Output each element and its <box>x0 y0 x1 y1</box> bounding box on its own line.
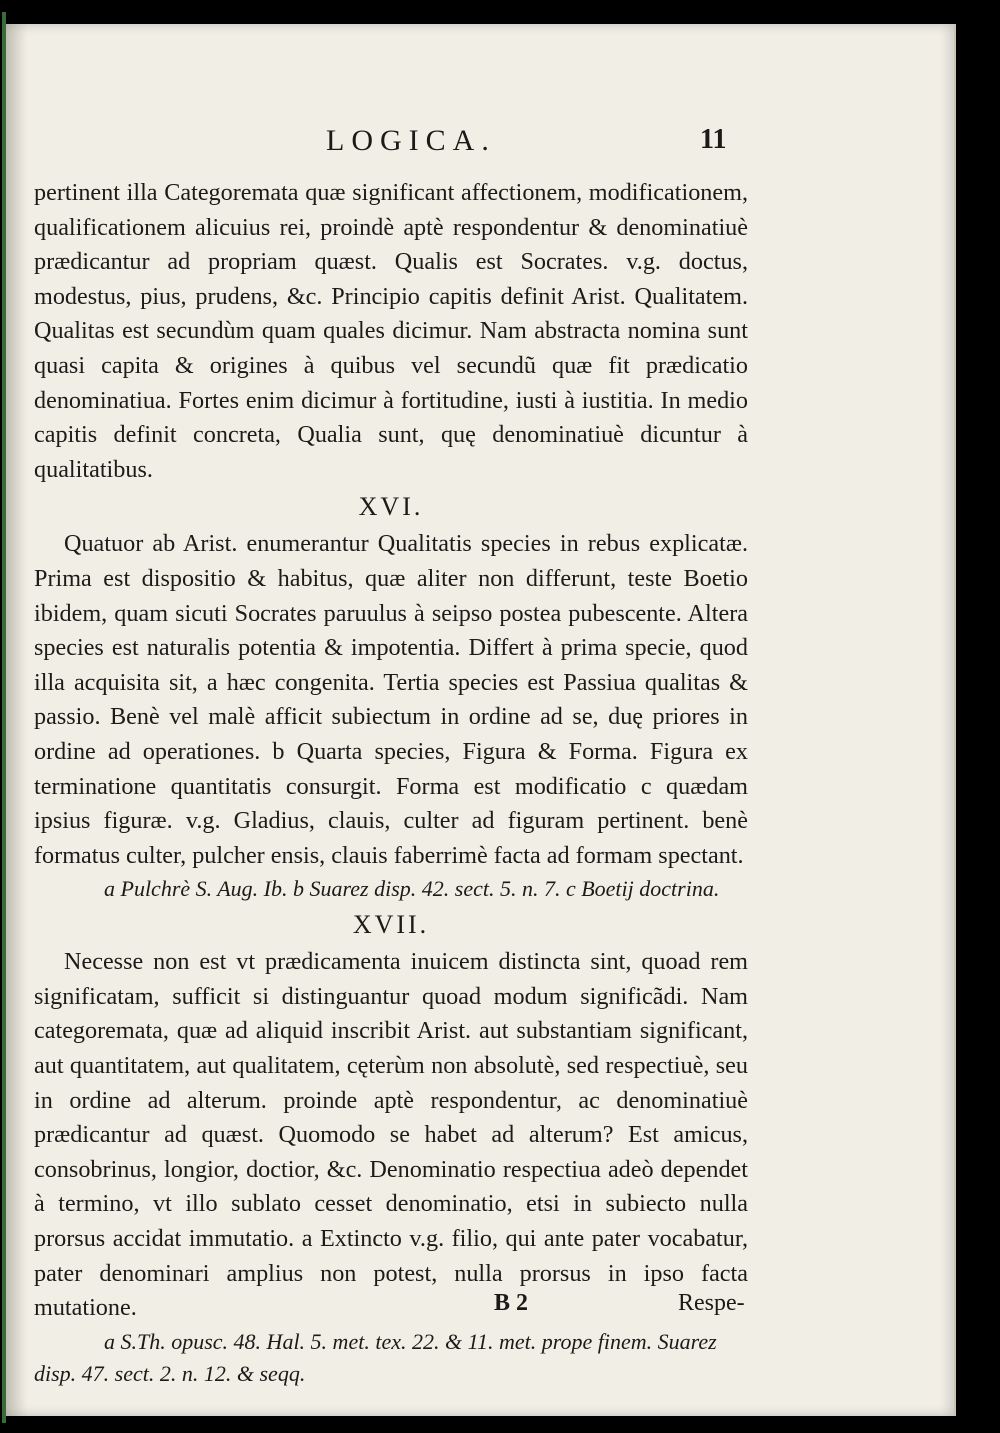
book-page <box>6 24 956 1416</box>
signature-mark: B 2 <box>494 1290 529 1316</box>
paragraph-intro: pertinent illa Categoremata quæ significant affectionem, modificationem, qualificationem alicuius rei, proindè aptè respondentur & denominatiuè prædicantur ad propriam quæst. Qualis est Socrates. v.g. doctus, modestus, pius, prudens, &c. Principio capitis definit Arist. Qualitatem. Qualitas est secundùm quam quales dicimur. Nam abstracta nomina sunt quasi capita & origines à quibus vel secundũ quæ fit prædicatio denominatiua. Fortes enim dicimur à fortitudine, iusti à iustitia. In medio capitis definit concreta, Qualia sunt, quę denominatiuè dicuntur à qualitatibus. <box>34 179 748 483</box>
paragraph-xvii: Necesse non est vt prædicamenta inuicem distincta sint, quoad rem significatam, sufficit si distinguantur quoad modum significãdi. Nam categoremata, quæ ad aliquid inscribit Arist. aut substantiam significant, aut quantitatem, aut qualitatem, cęterùm non absolutè, sed respectiuè, seu in ordine ad alterum. proinde aptè respondentur, ac denominatiuè prædicantur ad quæst. Quomodo se habet ad alterum? Est amicus, consobrinus, longior, doctior, &c. Denominatio respectiua adeò dependet à termino, vt illo sublato cesset denominatio, etsi in subiecto nulla prorsus accidat immutatio. a Extincto v.g. filio, qui ante pater vocabatur, pater denominari amplius non potest, nulla prorsus in ipso facta mutatione. <box>34 948 748 1322</box>
section-heading-xvi: XVI. <box>358 492 424 522</box>
section-heading-xvii: XVII. <box>352 910 430 940</box>
page-footer <box>6 1290 954 1330</box>
gutter-shadow <box>6 24 28 1416</box>
text-block <box>34 176 748 1390</box>
page-title: LOGICA. <box>326 124 496 157</box>
catchword: Respe- <box>678 1290 745 1316</box>
running-head <box>6 124 954 164</box>
marginal-note-xvii: a S.Th. opusc. 48. Hal. 5. met. tex. 22. & 11. met. prope finem. Suarez disp. 47. sect. 2. n. 12. & seqq. <box>34 1328 717 1386</box>
paragraph-xvi: Quatuor ab Arist. enumerantur Qualitatis species in rebus explicatæ. Prima est dispositio & habitus, quæ aliter non differunt, teste Boetio ibidem, quam sicuti Socrates paruulus à seipso postea pubescente. Altera species est naturalis potentia & impotentia. Differt à prima specie, quod illa acquisita sit, a hæc congenita. Tertia species est Passiua qualitas & passio. Benè vel malè afficit subiectum in ordine ad se, duę priores in ordine ad operationes. b Quarta species, Figura & Forma. Figura ex terminatione quantitatis consurgit. Forma est modificatio c quædam ipsius figuræ. v.g. Gladius, clauis, culter ad figuram pertinent. benè formatus culter, pulcher ensis, clauis faberrimè facta ad formam spectant. <box>34 530 748 869</box>
marginal-note-xvi: a Pulchrè S. Aug. Ib. b Suarez disp. 42. sect. 5. n. 7. c Boetij doctrina. <box>104 876 720 902</box>
page-number: 11 <box>700 124 727 155</box>
